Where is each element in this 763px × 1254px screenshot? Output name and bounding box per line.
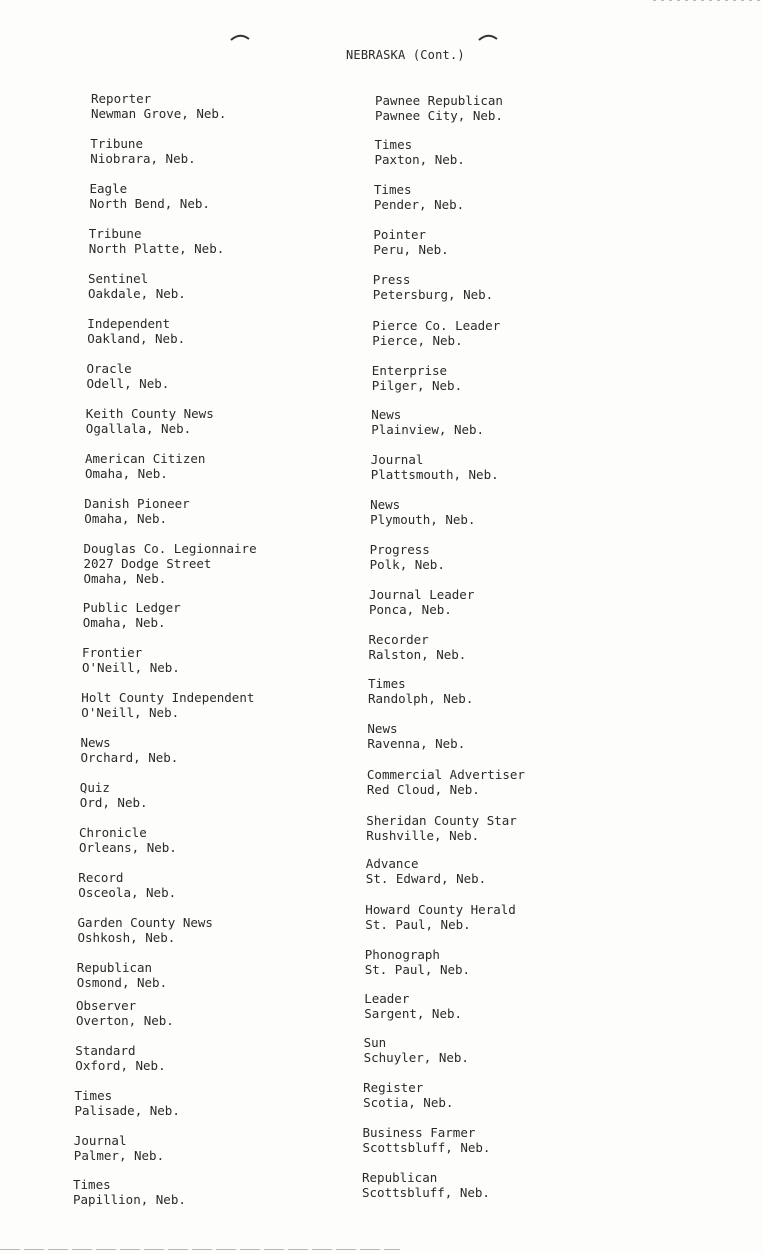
newspaper-address: Ord, Neb. — [79, 795, 148, 810]
newspaper-name: Journal — [370, 452, 424, 467]
newspaper-entry — [373, 227, 448, 257]
newspaper-entry — [90, 136, 195, 166]
newspaper-entry — [367, 721, 465, 751]
newspaper-name: Advance — [365, 856, 419, 871]
newspaper-entry — [84, 496, 189, 526]
scan-artifact-dots — [653, 0, 763, 1]
binder-hole-mark-right — [478, 33, 498, 41]
newspaper-name: Sun — [363, 1035, 387, 1050]
newspaper-address: Ralston, Neb. — [368, 647, 467, 662]
newspaper-entry — [368, 676, 473, 706]
newspaper-name: Times — [74, 1088, 113, 1103]
newspaper-address: Polk, Neb. — [369, 557, 445, 572]
newspaper-name: Reporter — [91, 91, 152, 106]
newspaper-address: O'Neill, Neb. — [81, 705, 180, 720]
newspaper-entry — [84, 541, 257, 586]
newspaper-entry — [73, 1177, 186, 1207]
newspaper-name: Recorder — [368, 632, 429, 647]
newspaper-address: Pawnee City, Neb. — [375, 108, 503, 123]
newspaper-address: Omaha, Neb. — [82, 615, 166, 630]
newspaper-name: Independent — [87, 316, 171, 331]
newspaper-entry — [81, 690, 254, 720]
newspaper-address: Odell, Neb. — [86, 376, 170, 391]
newspaper-entry — [75, 1043, 165, 1073]
newspaper-address: North Bend, Neb. — [89, 196, 210, 211]
newspaper-name: Times — [73, 1177, 111, 1192]
newspaper-address: Plainview, Neb. — [371, 422, 485, 437]
newspaper-name: Business Farmer — [362, 1125, 476, 1140]
newspaper-entry — [77, 960, 167, 990]
newspaper-address: Pierce, Neb. — [372, 333, 463, 348]
newspaper-name: Standard — [75, 1043, 136, 1058]
newspaper-name: Times — [368, 676, 406, 691]
newspaper-name: Frontier — [82, 645, 143, 660]
newspaper-address: Pilger, Neb. — [371, 378, 463, 393]
newspaper-address: Rushville, Neb. — [366, 828, 480, 843]
newspaper-address: Scottsbluff, Neb. — [362, 1140, 491, 1155]
newspaper-address: Red Cloud, Neb. — [366, 782, 480, 797]
newspaper-name: Commercial Advertiser — [366, 767, 525, 782]
newspaper-address: Palmer, Neb. — [73, 1148, 165, 1163]
newspaper-name: Sentinel — [88, 271, 149, 286]
newspaper-address: Scottsbluff, Neb. — [362, 1185, 490, 1200]
newspaper-entry — [74, 1133, 164, 1163]
newspaper-entry — [373, 272, 493, 302]
newspaper-name: Pierce Co. Leader — [372, 318, 501, 333]
newspaper-name: Sheridan County Star — [366, 813, 517, 828]
newspaper-name: Leader — [364, 991, 410, 1006]
newspaper-entry — [375, 93, 503, 123]
newspaper-address: St. Edward, Neb. — [365, 871, 487, 886]
newspaper-name: Holt County Independent — [81, 690, 255, 705]
newspaper-address: Orchard, Neb. — [80, 750, 179, 765]
newspaper-address: Niobrara, Neb. — [90, 151, 196, 166]
newspaper-name: Douglas Co. Legionnaire — [83, 541, 257, 556]
newspaper-address: Ravenna, Neb. — [367, 736, 466, 751]
newspaper-entry — [363, 1080, 453, 1110]
newspaper-address: Peru, Neb. — [373, 242, 449, 257]
newspaper-entry — [85, 451, 205, 481]
newspaper-name: News — [367, 721, 398, 736]
newspaper-name: Pawnee Republican — [375, 93, 503, 108]
newspaper-entry — [367, 767, 525, 797]
newspaper-entry — [76, 998, 174, 1028]
binder-hole-mark-left — [230, 33, 250, 41]
newspaper-address: Orleans, Neb. — [79, 840, 177, 855]
newspaper-address: Sargent, Neb. — [364, 1006, 463, 1021]
newspaper-entry — [372, 363, 462, 393]
bottom-scan-line — [0, 1249, 400, 1250]
newspaper-name: Pointer — [373, 227, 427, 242]
newspaper-name: Phonograph — [364, 947, 440, 962]
newspaper-entry — [372, 318, 500, 348]
newspaper-address: Palisade, Neb. — [74, 1103, 180, 1118]
newspaper-entry — [89, 226, 224, 256]
newspaper-address: Omaha, Neb. — [85, 466, 168, 481]
newspaper-address: Schuyler, Neb. — [363, 1050, 469, 1065]
page-header: NEBRASKA (Cont.) — [346, 48, 465, 62]
newspaper-address: Pender, Neb. — [373, 197, 465, 212]
newspaper-entry — [369, 632, 467, 662]
newspaper-address: Ponca, Neb. — [369, 602, 452, 617]
newspaper-name: American Citizen — [85, 451, 206, 466]
newspaper-address: St. Paul, Neb. — [365, 917, 471, 932]
newspaper-name: News — [371, 407, 402, 422]
newspaper-entry — [374, 182, 464, 212]
newspaper-entry — [365, 947, 470, 977]
newspaper-entry — [78, 915, 213, 945]
newspaper-address: St. Paul, Neb. — [364, 962, 471, 977]
newspaper-name: Eagle — [89, 181, 128, 196]
newspaper-name: Journal — [73, 1133, 127, 1148]
newspaper-address: Petersburg, Neb. — [372, 287, 494, 302]
newspaper-entry — [370, 542, 445, 572]
newspaper-name: Chronicle — [79, 825, 147, 840]
newspaper-address: 2027 Dodge Street — [83, 556, 212, 571]
newspaper-address: Oxford, Neb. — [75, 1058, 166, 1073]
newspaper-name: Keith County News — [85, 406, 214, 421]
newspaper-entry — [80, 780, 148, 810]
newspaper-name: News — [80, 735, 111, 750]
newspaper-name: Times — [374, 137, 413, 152]
newspaper-address: Scotia, Neb. — [363, 1095, 454, 1110]
newspaper-address: Plymouth, Neb. — [370, 512, 476, 527]
newspaper-address: Overton, Neb. — [76, 1013, 174, 1028]
newspaper-entry — [82, 645, 180, 675]
newspaper-entry — [371, 452, 499, 482]
newspaper-name: News — [370, 497, 401, 512]
newspaper-name: Enterprise — [371, 363, 448, 378]
newspaper-name: Republican — [362, 1170, 438, 1185]
newspaper-address: Oakdale, Neb. — [88, 286, 186, 301]
newspaper-name: Danish Pioneer — [84, 496, 190, 511]
newspaper-name: Tribune — [88, 226, 142, 241]
newspaper-name: Progress — [369, 542, 430, 557]
newspaper-name: Republican — [76, 960, 153, 975]
newspaper-address: Randolph, Neb. — [368, 691, 474, 706]
newspaper-entry — [86, 406, 214, 436]
newspaper-name: Times — [373, 182, 412, 197]
newspaper-entry — [365, 902, 516, 932]
newspaper-entry — [90, 181, 210, 211]
newspaper-entry — [364, 991, 462, 1021]
newspaper-name: Quiz — [79, 780, 110, 795]
newspaper-entry — [375, 137, 465, 167]
newspaper-address: Ogallala, Neb. — [85, 421, 192, 436]
newspaper-address: Oshkosh, Neb. — [77, 930, 176, 945]
newspaper-name: Journal Leader — [369, 587, 475, 602]
newspaper-entry — [363, 1125, 491, 1155]
newspaper-entry — [370, 497, 475, 527]
newspaper-entry — [78, 870, 176, 900]
newspaper-address: O'Neill, Neb. — [82, 660, 180, 675]
newspaper-entry — [87, 361, 170, 391]
newspaper-entry — [81, 735, 179, 765]
newspaper-address: Osceola, Neb. — [78, 885, 177, 900]
newspaper-address: Newman Grove, Neb. — [91, 106, 227, 121]
newspaper-entry — [79, 825, 177, 855]
newspaper-name: Record — [78, 870, 124, 885]
newspaper-entry — [91, 91, 226, 121]
newspaper-name: Garden County News — [77, 915, 213, 930]
newspaper-address: Papillion, Neb. — [73, 1192, 186, 1207]
newspaper-entry — [364, 1035, 469, 1065]
newspaper-entry — [371, 407, 484, 437]
newspaper-entry — [366, 856, 486, 886]
newspaper-name: Public Ledger — [82, 600, 181, 615]
newspaper-name: Oracle — [86, 361, 132, 376]
newspaper-entry — [83, 600, 181, 630]
newspaper-name: Tribune — [90, 136, 143, 151]
newspaper-entry — [75, 1088, 180, 1118]
newspaper-name: Observer — [76, 998, 137, 1013]
newspaper-entry — [366, 813, 517, 843]
newspaper-entry — [362, 1170, 490, 1200]
newspaper-address: North Platte, Neb. — [88, 241, 225, 256]
newspaper-address: Omaha, Neb. — [83, 571, 167, 586]
newspaper-entry — [88, 271, 186, 301]
newspaper-address: Paxton, Neb. — [374, 152, 465, 167]
newspaper-address: Oakland, Neb. — [87, 331, 186, 346]
newspaper-entry — [87, 316, 185, 346]
newspaper-address: Osmond, Neb. — [76, 975, 168, 990]
newspaper-address: Plattsmouth, Neb. — [370, 467, 499, 482]
newspaper-name: Howard County Herald — [365, 902, 516, 917]
newspaper-name: Press — [372, 272, 411, 287]
newspaper-entry — [369, 587, 474, 617]
newspaper-address: Omaha, Neb. — [84, 511, 168, 526]
newspaper-name: Register — [363, 1080, 424, 1095]
